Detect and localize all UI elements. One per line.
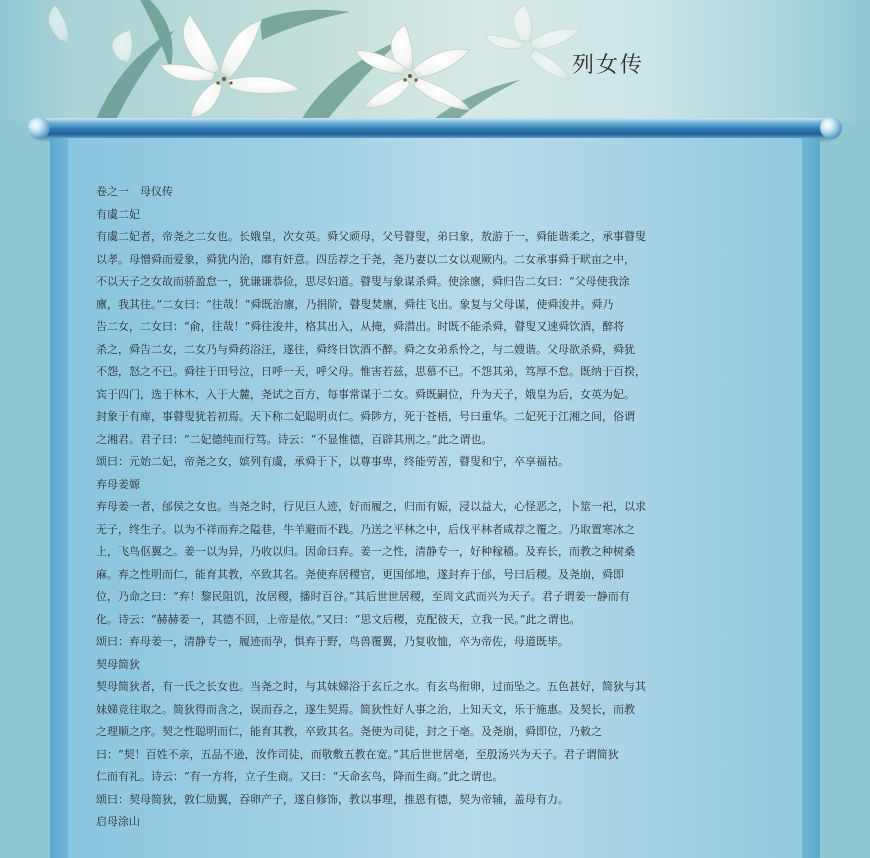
text-line: 宾于四门，选于林木，入于大麓，尧试之百方，每事常谋于二女。舜既嗣位，升为天子，娥皇为后，女英为妃。	[96, 387, 635, 401]
text-line: 位，乃命之曰：“弃！黎民阻饥，汝居稷，播时百谷。”其后世世居稷，至周文武而兴为天子。君子谓姜一静而有	[96, 590, 630, 603]
text-line: 之理顺之序。契之性聪明而仁，能育其教，卒致其名。尧使为司徒，封之于亳。及尧崩，舜即位，乃敕之	[96, 725, 602, 738]
section-title: 契母简狄	[96, 657, 140, 671]
header-banner	[0, 0, 870, 122]
ode-line: 颂曰：元始二妃，帝尧之女，嫔列有虞，承舜于下，以尊事卑，终能劳苦，瞽叟和宁，卒享福祜。	[96, 455, 569, 468]
ode-line: 颂曰：契母简狄，敦仁励翼，吞卵产子，遂自修饰，教以事理，推恩有德，契为帝辅，盖母有力。	[96, 792, 569, 806]
text-line: 有虞二妃者，帝尧之二女也。长娥皇，次女英。舜父顽母，父号瞽叟，弟曰象，敖游于一，舜能谐柔之，承事瞽叟	[96, 230, 646, 243]
text-line: 不怨，怒之不已。舜往于田号泣，日呼一天，呼父母。惟害若兹，思慕不已。不怨其弟，笃厚不怠。既纳于百揆，	[96, 365, 646, 378]
text-line: 以孝。母憎舜而爱象，舜犹内治，靡有奸意。四岳荐之于尧，尧乃妻以二女以观厥内。二女承事舜于畎亩之中，	[96, 252, 635, 266]
text-line: 契母简狄者，有一氏之长女也。当尧之时，与其妹娣浴于玄丘之水。有玄鸟衔卵，过而坠之。五色甚好，简狄与其	[96, 680, 646, 693]
text-line: 告二女，二女曰：“俞，往哉！”舜往浚井，格其出入，从掩，舜潜出。时既不能杀舜，瞽叟又速舜饮酒，醉将	[96, 320, 625, 333]
scroll-rod-left-cap	[28, 117, 50, 139]
text-line: 仁而有礼。诗云：“有一方将，立子生商。又曰：“天命玄鸟，降而生商。”此之谓也。	[96, 770, 504, 783]
text-line: 廪，我其往。”二女曰：“往哉！”舜既治廪，乃捐阶，瞽叟焚廪，舜往飞出。象复与父母谋，使舜浚井。舜乃	[96, 297, 614, 311]
article-body	[96, 181, 786, 834]
page-title: 列女传	[572, 53, 645, 78]
volume-heading: 卷之一 母仪传	[96, 185, 173, 198]
text-line: 杀之，舜告二女，二女乃与舜药浴汪，遂往，舜终日饮酒不醉。舜之女弟系怜之，与二嫂谐。父母欲杀舜，舜犹	[96, 342, 635, 356]
text-line: 无子，终生子。以为不祥而弃之隘巷，牛羊避而不践。乃送之平林之中，后伐平林者咸荐之覆之。乃取置寒冰之	[96, 522, 635, 536]
section-title: 弃母姜嫄	[96, 477, 140, 491]
text-line: 麻。弃之性明而仁，能育其教，卒致其名。尧使弃居稷官，更国邰地，遂封弃于邰，号曰后稷。及尧崩，舜即	[96, 567, 624, 581]
text-line: 化。诗云：“赫赫姜一，其德不回，上帝是依。”又曰：“思文后稷，克配彼天，立我一民。”此之谓也。	[96, 612, 581, 626]
text-line: 之湘君。君子曰：“二妃德纯而行笃。诗云：“不显惟德，百辟其刑之。”此之谓也。	[96, 432, 493, 446]
ode-line: 颂曰：弃母姜一，清静专一，履迹而孕，惧弃于野，鸟兽覆翼，乃复收恤，卒为帝佐，母道既毕。	[96, 635, 569, 648]
section-title: 启母涂山	[96, 815, 140, 828]
text-line: 不以天子之女故而骄盈怠一，犹谦谦恭俭，思尽妇道。瞽叟与象谋杀舜。使涂廪，舜归告二女曰：“父母使我涂	[96, 275, 630, 288]
text-line: 上，飞鸟伛翼之。姜一以为异，乃收以归。因命曰弃。姜一之性，清静专一，好种稼穑。及弃长，而教之种树桑	[96, 545, 635, 558]
lily-flowers-illustration	[0, 0, 870, 122]
text-line: 弃母姜一者，邰侯之女也。当尧之时，行见巨人迹，好而履之，归而有娠，浸以益大，心怪恶之，卜筮一祀，以求	[96, 500, 646, 513]
section-title: 有虞二妃	[96, 207, 140, 221]
text-line: 曰：“契！百姓不亲，五品不逊，汝作司徒，而敬敷五教在宽。”其后世世居亳，至殷汤兴为天子。君子谓简狄	[96, 747, 619, 761]
scroll-top-rod	[32, 118, 838, 138]
scroll-rod-right-cap	[820, 117, 842, 139]
text-line: 封象于有庳，事瞽叟犹若初焉。天下称二妃聪明贞仁。舜陟方，死于苍梧，号曰重华。二妃死于江湘之间，俗谓	[96, 410, 635, 423]
text-line: 妹娣竞往取之。简狄得而含之，误而吞之，遂生契焉。简狄性好人事之治，上知天文，乐于施惠。及契长，而教	[96, 702, 635, 716]
